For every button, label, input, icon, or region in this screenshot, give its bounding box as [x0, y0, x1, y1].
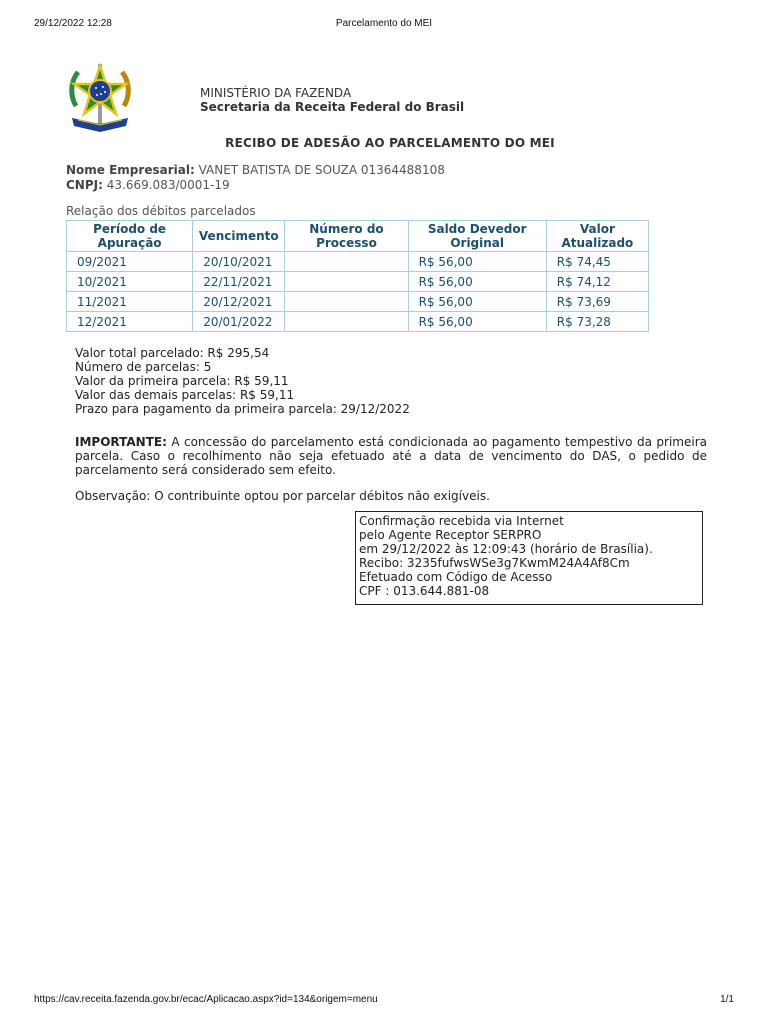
document-title: [0, 136, 768, 150]
cell-updated: R$ 74,12: [546, 272, 648, 292]
print-title: Parcelamento do MEI: [335, 18, 433, 29]
company-name-label: Nome Empresarial:: [66, 163, 195, 177]
secretariat-name: Secretaria da Receita Federal do Brasil: [200, 100, 465, 114]
debts-table: [66, 220, 649, 332]
cnpj-label: CNPJ:: [66, 178, 103, 192]
cell-process: [285, 252, 408, 272]
cell-balance: R$ 56,00: [408, 272, 546, 292]
cnpj-line: [66, 178, 445, 193]
table-row: [67, 252, 649, 272]
cell-due: 20/12/2021: [193, 292, 285, 312]
cell-process: [285, 292, 408, 312]
cell-process: [285, 312, 408, 332]
cell-balance: R$ 56,00: [408, 312, 546, 332]
cell-balance: R$ 56,00: [408, 292, 546, 312]
header-period: Período de Apuração: [67, 221, 193, 252]
receipt-line: em 29/12/2022 às 12:09:43 (horário de Brasília).: [359, 542, 653, 556]
cell-period: 12/2021: [67, 312, 193, 332]
cell-due: 22/11/2021: [193, 272, 285, 292]
cell-balance: R$ 56,00: [408, 252, 546, 272]
header-due: Vencimento: [193, 221, 285, 252]
header-balance: Saldo Devedor Original: [408, 221, 546, 252]
page-number: 1/1: [720, 994, 734, 1005]
cell-due: 20/10/2021: [193, 252, 285, 272]
company-name-line: [66, 163, 445, 178]
important-label: IMPORTANTE:: [75, 435, 167, 449]
table-row: [67, 312, 649, 332]
company-name-value: VANET BATISTA DE SOUZA 01364488108: [198, 163, 445, 177]
cell-updated: R$ 73,28: [546, 312, 648, 332]
cell-period: 11/2021: [67, 292, 193, 312]
summary-installments: Número de parcelas: 5: [75, 360, 212, 374]
receipt-line: Efetuado com Código de Acesso: [359, 570, 553, 584]
brazil-coat-of-arms-icon: [66, 60, 134, 136]
print-header: [0, 18, 768, 32]
cell-updated: R$ 74,45: [546, 252, 648, 272]
receipt-line: pelo Agente Receptor SERPRO: [359, 528, 542, 542]
summary-total: Valor total parcelado: R$ 295,54: [75, 346, 270, 360]
cell-due: 20/01/2022: [193, 312, 285, 332]
cell-updated: R$ 73,69: [546, 292, 648, 312]
receipt-line: Confirmação recebida via Internet: [359, 514, 564, 528]
table-row: [67, 292, 649, 312]
cell-period: 09/2021: [67, 252, 193, 272]
receipt-box: [355, 511, 703, 605]
cell-process: [285, 272, 408, 292]
cell-period: 10/2021: [67, 272, 193, 292]
debts-caption: Relação dos débitos parcelados: [66, 204, 256, 218]
ministry-heading: [200, 86, 464, 114]
cnpj-value: 43.669.083/0001-19: [106, 178, 230, 192]
important-notice: [75, 435, 707, 477]
header-process: Número do Processo: [285, 221, 408, 252]
summary-deadline: Prazo para pagamento da primeira parcela: 29/12/2022: [75, 402, 410, 416]
document-title-text: RECIBO DE ADESÃO AO PARCELAMENTO DO MEI: [225, 136, 555, 150]
observation-text: Observação: O contribuinte optou por parcelar débitos não exigíveis.: [75, 489, 490, 503]
installment-summary: [75, 346, 410, 416]
summary-others: Valor das demais parcelas: R$ 59,11: [75, 388, 295, 402]
table-header-row: [67, 221, 649, 252]
ministry-name: MINISTÉRIO DA FAZENDA: [200, 86, 352, 100]
important-text: A concessão do parcelamento está condicionada ao pagamento tempestivo da primeira parcela. Caso o recolhimento não seja efetuado até a data de vencimento do DAS, o pedido de parcelamento será considerado sem efeito.: [75, 435, 707, 477]
summary-first: Valor da primeira parcela: R$ 59,11: [75, 374, 289, 388]
print-date: 29/12/2022 12:28: [34, 18, 112, 29]
receipt-line: CPF : 013.644.881-08: [359, 584, 490, 598]
receipt-line: Recibo: 3235fufwsWSe3g7KwmM24A4Af8Cm: [359, 556, 630, 570]
table-row: [67, 272, 649, 292]
header-updated: Valor Atualizado: [546, 221, 648, 252]
page-url: https://cav.receita.fazenda.gov.br/ecac/Aplicacao.aspx?id=134&origem=menu: [34, 994, 378, 1005]
taxpayer-info: [66, 163, 445, 193]
